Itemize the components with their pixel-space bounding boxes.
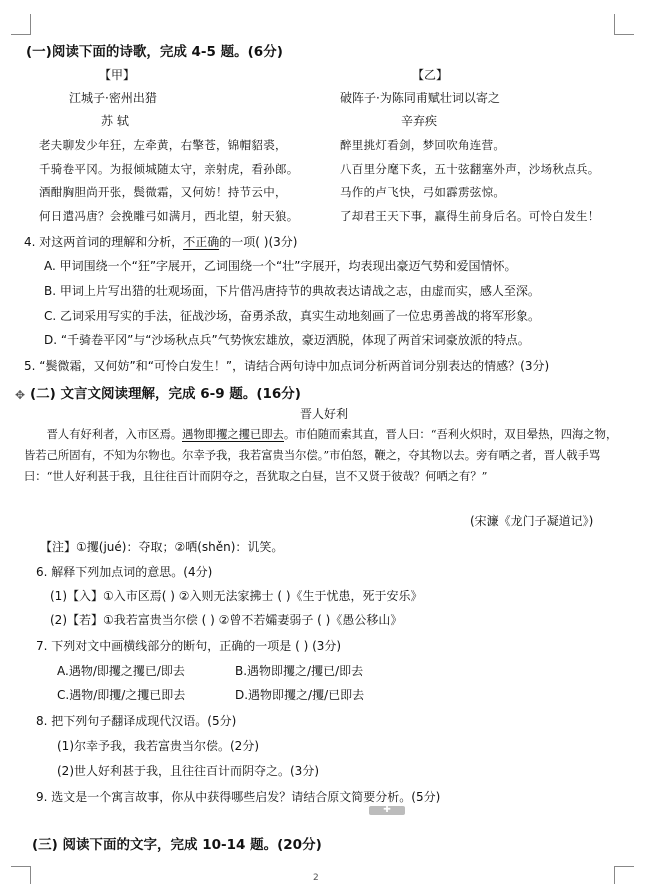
q7-option-b: B.遇物即攫之/攫已/即去	[235, 664, 364, 678]
q8-stem: 8. 把下列句子翻译成现代汉语。(5分)	[36, 714, 237, 728]
q4-option-b: B. 甲词上片写出猎的壮观场面，下片借冯唐持节的典故表达请战之志，由虚而实，感人至深。	[44, 284, 540, 298]
poem-b-tag: 【乙】	[412, 68, 449, 82]
q9-stem: 9. 选文是一个寓言故事，你从中获得哪些启发？请结合原文简要分析。(5分)	[36, 790, 441, 804]
poem-b-line: 马作的卢飞快，弓如霹雳弦惊。	[340, 185, 506, 199]
poem-b-line: 了却君王天下事，赢得生前身后名。可怜白发生！	[340, 209, 600, 223]
poem-b-line: 八百里分麾下炙，五十弦翻塞外声，沙场秋点兵。	[340, 162, 600, 176]
q6-item-2: (2)【若】①我若富贵当尔偿 ( ) ②曾不若孀妻弱子 ( )《愚公移山》	[50, 613, 403, 627]
q4-stem: 4. 对这两首词的理解和分析，不正确的一项( )(3分)	[24, 235, 298, 249]
q6-item-1: (1)【入】①入市区焉( ) ②入则无法家拂士 ( )《生于忧患，死于安乐》	[50, 589, 423, 603]
q7-option-c: C.遇物/即攫/之攫已即去	[57, 688, 186, 702]
passage-source: (宋濂《龙门子凝道记》)	[470, 514, 594, 528]
q4-option-c: C. 乙词采用写实的手法，征战沙场，奋勇杀敌，真实生动地刻画了一位忠勇善战的将军形象。	[44, 309, 541, 323]
poem-a-title: 江城子·密州出猎	[69, 91, 157, 105]
poem-b-title: 破阵子·为陈同甫赋壮词以寄之	[340, 91, 500, 105]
q8-sentence-1: (1)尔幸予我，我若富贵当尔偿。(2分)	[57, 739, 259, 753]
poem-a-line: 酒酣胸胆尚开张，鬓微霜，又何妨！持节云中，	[39, 185, 287, 199]
poem-a-line: 老夫聊发少年狂，左牵黄，右擎苍，锦帽貂裘，	[39, 138, 287, 152]
q4-option-a: A. 甲词围绕一个“狂”字展开，乙词围绕一个“壮”字展开，均表现出豪迈气势和爱国情怀。	[44, 259, 517, 273]
move-handle-icon[interactable]: ✥	[14, 388, 26, 402]
q7-option-d: D.遇物即攫之/攫/已即去	[235, 688, 365, 702]
passage-underlined-phrase: 遇物即攫之攫已即去	[182, 428, 284, 441]
section3-heading: (三) 阅读下面的文字，完成 10-14 题。(20分)	[32, 837, 322, 853]
poem-a-author: 苏 轼	[101, 114, 129, 128]
q4-option-d: D. “千骑卷平冈”与“沙场秋点兵”气势恢宏雄放，豪迈洒脱，体现了两首宋词豪放派的特点。	[44, 333, 530, 347]
poem-a-tag: 【甲】	[99, 68, 136, 82]
poem-b-line: 醉里挑灯看剑，梦回吹角连营。	[340, 138, 506, 152]
poem-a-line: 千骑卷平冈。为报倾城随太守，亲射虎，看孙郎。	[39, 162, 299, 176]
page-number: 2	[313, 873, 319, 883]
poem-a-line: 何日遣冯唐？会挽雕弓如满月，西北望，射天狼。	[39, 209, 299, 223]
q7-stem: 7. 下列对文中画横线部分的断句，正确的一项是 ( ) (3分)	[36, 639, 342, 653]
passage-title: 晋人好利	[300, 407, 349, 421]
q5-stem: 5. “鬓微霜，又何妨”和“可怜白发生！”，请结合两句诗中加点词分析两首词分别表达的情感？(3分)	[24, 359, 550, 373]
q6-stem: 6. 解释下列加点词的意思。(4分)	[36, 565, 213, 579]
page-scroll-handle[interactable]: ✚	[369, 806, 405, 815]
section1-heading: (一)阅读下面的诗歌，完成 4-5 题。(6分)	[26, 44, 283, 60]
section2-heading: (二) 文言文阅读理解，完成 6-9 题。(16分)	[30, 386, 301, 402]
poem-b-author: 辛弃疾	[401, 114, 438, 128]
passage-paragraph: 晋人有好利者，入市区焉。遇物即攫之攫已即去。市伯随而索其直，晋人曰：“吾利火炽时，双目晕热，四海之物，皆若己所固有，不知为尔物也。尔幸予我，我若富贵当尔偿。”市伯怒，鞭之，夺其物以去。旁有哂之者，晋人戟手骂曰：“世人好利甚于我，且往往百计而阴夺之，吾犹取之白昼，岂不又贤于彼哉？何哂之有？”	[24, 428, 618, 483]
q8-sentence-2: (2)世人好利甚于我，且往往百计而阴夺之。(3分)	[57, 764, 319, 778]
q7-option-a: A.遇物/即攫之攫已/即去	[57, 664, 185, 678]
passage-note: 【注】①攫(jué)：夺取；②哂(shěn)：讥笑。	[40, 540, 284, 554]
